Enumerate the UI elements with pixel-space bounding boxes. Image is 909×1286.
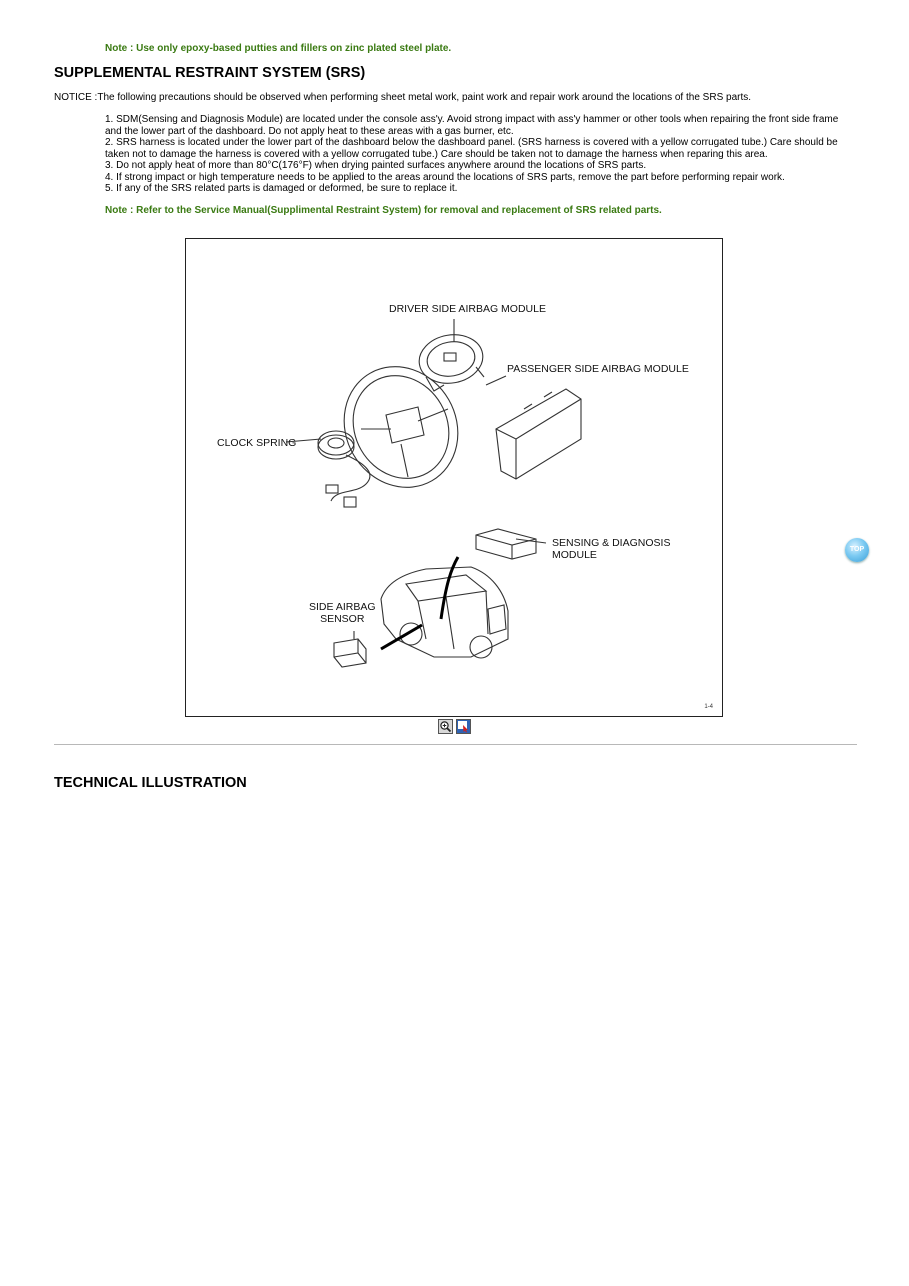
- list-item: [105, 160, 853, 172]
- zoom-in-button[interactable]: [438, 719, 453, 734]
- precautions-list: [105, 114, 853, 195]
- note-epoxy: Note : Use only epoxy-based putties and fillers on zinc plated steel plate.: [105, 43, 452, 54]
- step-text: SDM(Sensing and Diagnosis Module) are located under the console ass'y. Avoid strong impact with ass'y hammer or other tools when repairing the front side frame and the lower part of the dashboard. Do not apply heat to these areas with a gas burner, etc.: [105, 114, 839, 137]
- label-driver-airbag: DRIVER SIDE AIRBAG MODULE: [389, 303, 546, 315]
- step-number: 5.: [105, 183, 114, 194]
- notice-text: NOTICE :The following precautions should be observed when performing sheet metal work, paint work and repair work around the locations of the SRS parts.: [54, 92, 752, 103]
- step-number: 4.: [105, 171, 114, 183]
- label-clock-spring: CLOCK SPRING: [217, 437, 297, 449]
- label-passenger-airbag: PASSENGER SIDE AIRBAG MODULE: [507, 363, 689, 375]
- section-divider: [54, 744, 857, 745]
- list-item: [105, 137, 853, 160]
- list-item: [105, 114, 853, 137]
- label-sdm-line2: MODULE: [552, 549, 597, 561]
- step-text: SRS harness is located under the lower part of the dashboard below the dashboard panel. (SRS harness is covered with a yellow corrugated tube.) Care should be taken not to damage the harness is covered with a yellow corrugated tube.) Care should be taken not to damage the harness when reparing this area.: [105, 137, 838, 160]
- label-side-sensor: [309, 601, 376, 625]
- list-item: [105, 183, 853, 195]
- figure-code: 1-4: [704, 704, 713, 710]
- step-text: Do not apply heat of more than 80°C(176°F) when drying painted surfaces anywhere around the locations of SRS parts.: [116, 160, 647, 171]
- srs-illustration: [185, 238, 723, 717]
- section-title-srs: SUPPLEMENTAL RESTRAINT SYSTEM (SRS): [54, 65, 366, 81]
- list-item: [105, 172, 853, 184]
- label-side-sensor-line1: SIDE AIRBAG: [309, 601, 376, 613]
- step-number: 3.: [105, 160, 114, 171]
- select-tool-button[interactable]: [456, 719, 471, 734]
- section-title-technical: TECHNICAL ILLUSTRATION: [54, 775, 247, 791]
- step-number: 1.: [105, 114, 114, 125]
- label-sdm: [552, 537, 670, 561]
- cursor-select-icon: [457, 720, 470, 733]
- step-text: If strong impact or high temperature needs to be applied to the areas around the locations of SRS parts, remove the part before performing repair work.: [116, 171, 785, 183]
- back-to-top-button[interactable]: TOP: [845, 538, 869, 562]
- step-text: If any of the SRS related parts is damaged or deformed, be sure to replace it.: [116, 183, 458, 194]
- magnifier-plus-icon: [439, 720, 452, 733]
- note-service-manual: Note : Refer to the Service Manual(Supplimental Restraint System) for removal and replacement of SRS related parts.: [105, 205, 662, 216]
- step-number: 2.: [105, 137, 114, 148]
- label-sdm-line1: SENSING & DIAGNOSIS: [552, 537, 671, 549]
- label-side-sensor-line2: SENSOR: [320, 613, 365, 625]
